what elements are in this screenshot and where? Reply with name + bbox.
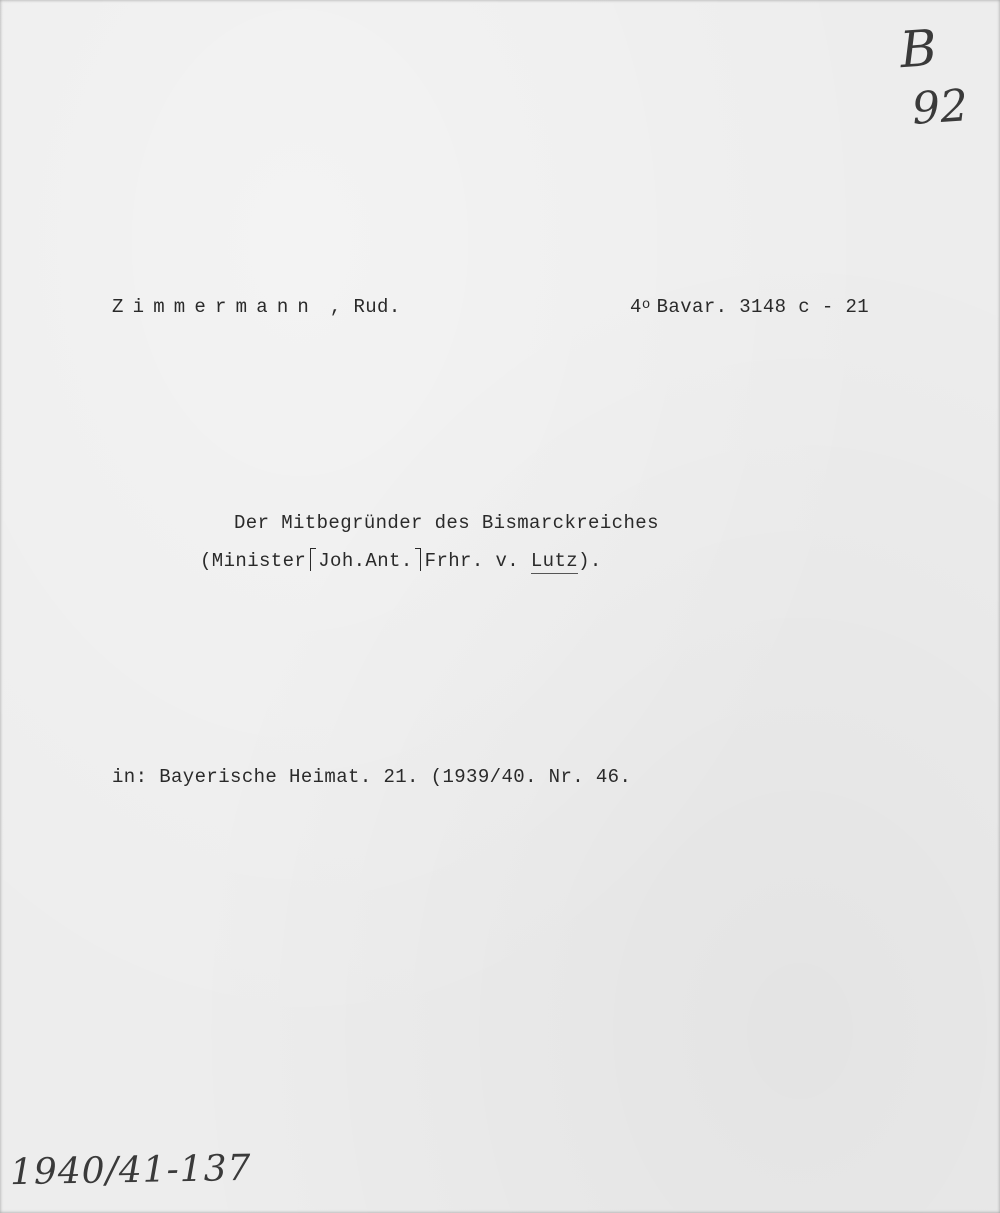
shelfmark bbox=[630, 296, 869, 318]
bracket-left bbox=[310, 548, 316, 571]
handwritten-mark-top: B bbox=[898, 18, 939, 80]
title-line-2 bbox=[200, 548, 602, 572]
handwritten-accession-number: 1940/41-137 bbox=[9, 1147, 252, 1194]
shelfmark-format-degree: o bbox=[641, 297, 651, 313]
title-line-1: Der Mitbegründer des Bismarckreiches bbox=[234, 512, 659, 534]
title-bracketed-name: Joh.Ant. bbox=[318, 550, 413, 572]
title-line-2-start: (Minister bbox=[200, 550, 307, 572]
shelfmark-format-number: 4 bbox=[630, 296, 642, 318]
source-line: in: Bayerische Heimat. 21. (1939/40. Nr. 46. bbox=[112, 766, 632, 788]
shelfmark-signature: Bavar. 3148 c - 21 bbox=[656, 296, 870, 318]
title-line-2-end: ). bbox=[578, 550, 602, 572]
title-line-2-middle: Frhr. v. bbox=[424, 550, 520, 572]
author-surname: Zimmermann bbox=[112, 296, 319, 318]
handwritten-number-top: 92 bbox=[910, 80, 970, 135]
author-line bbox=[112, 296, 401, 318]
author-separator: , bbox=[318, 296, 342, 318]
bracket-right bbox=[415, 548, 421, 571]
title-underlined-name: Lutz bbox=[530, 550, 579, 572]
author-given-name: Rud. bbox=[341, 296, 401, 318]
